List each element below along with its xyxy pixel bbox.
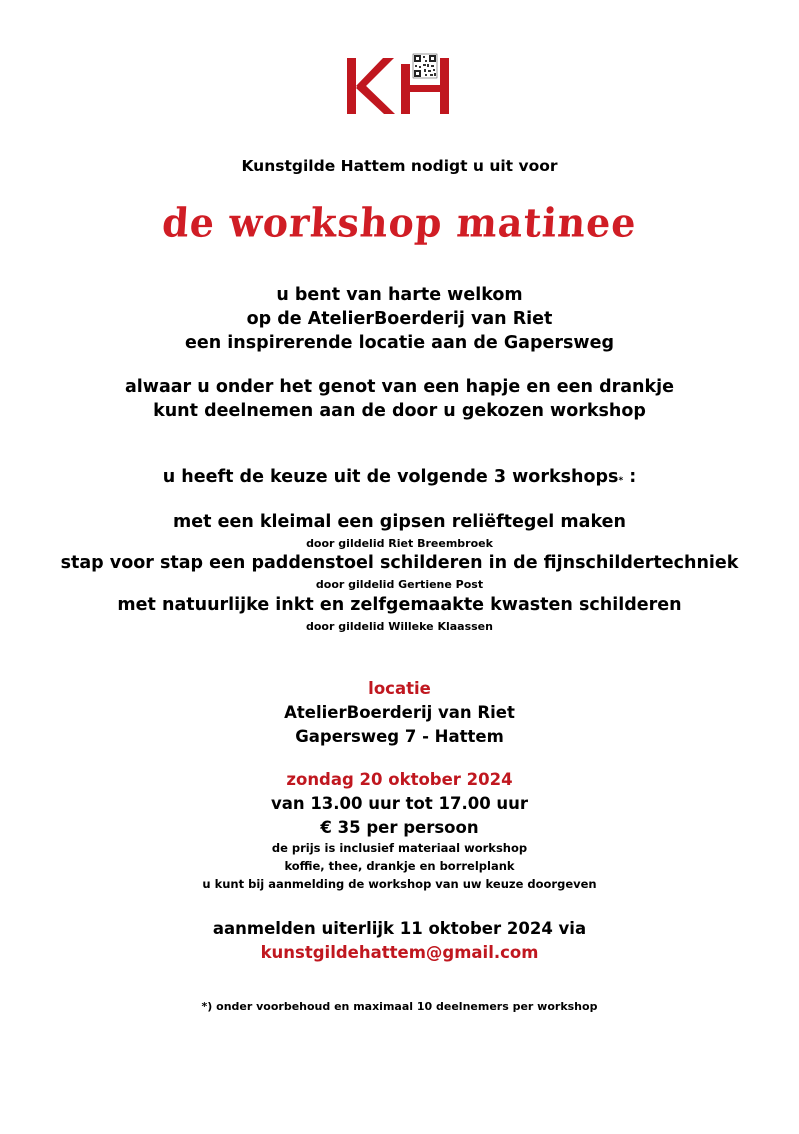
registration-text: aanmelden uiterlijk 11 oktober 2024 via — [212, 919, 587, 938]
welcome-line-1: u bent van harte welkom — [276, 285, 523, 305]
event-time: van 13.00 uur tot 17.00 uur — [270, 794, 529, 813]
qr-code-icon — [413, 54, 437, 78]
workshop-1-instructor: door gildelid Riet Breembroek — [306, 537, 493, 550]
location-heading: locatie — [368, 679, 431, 698]
price-note-2: koffie, thee, drankje en borrelplank — [284, 859, 515, 873]
registration-email[interactable]: kunstgildehattem@gmail.com — [260, 943, 539, 962]
invitation-text: Kunstgilde Hattem nodigt u uit voor — [241, 157, 558, 175]
workshop-2-instructor: door gildelid Gertiene Post — [315, 578, 484, 591]
event-price: € 35 per persoon — [320, 818, 479, 837]
welcome-line-2: op de AtelierBoerderij van Riet — [246, 309, 553, 329]
choice-line — [0, 467, 799, 487]
choice-suffix: : — [623, 467, 637, 487]
footnote-marker: * — [618, 476, 624, 486]
workshop-1-title: met een kleimal een gipsen reliëftegel maken — [173, 512, 626, 532]
workshop-3-title: met natuurlijke inkt en zelfgemaakte kwasten schilderen — [117, 595, 682, 615]
welcome-line-5: kunt deelnemen aan de door u gekozen workshop — [153, 401, 646, 421]
event-title: de workshop matinee — [160, 198, 639, 247]
welcome-line-3: een inspirerende locatie aan de Gapersweg — [185, 333, 614, 353]
location-name: AtelierBoerderij van Riet — [284, 703, 515, 722]
workshop-3-instructor: door gildelid Willeke Klaassen — [306, 620, 493, 633]
event-date: zondag 20 oktober 2024 — [286, 770, 513, 789]
footnote: *) onder voorbehoud en maximaal 10 deelnemers per workshop — [201, 1000, 598, 1013]
price-note-1: de prijs is inclusief materiaal workshop — [271, 841, 528, 855]
welcome-line-4: alwaar u onder het genot van een hapje en een drankje — [124, 377, 675, 397]
kh-logo-icon — [345, 52, 455, 116]
location-address: Gapersweg 7 - Hattem — [295, 727, 504, 746]
kunstgilde-logo — [345, 52, 455, 116]
workshop-2-title: stap voor stap een paddenstoel schilderen in de fijnschildertechniek — [60, 553, 739, 573]
choice-text: u heeft de keuze uit de volgende 3 workshops — [162, 467, 619, 487]
price-note-3: u kunt bij aanmelding de workshop van uw keuze doorgeven — [202, 877, 597, 891]
